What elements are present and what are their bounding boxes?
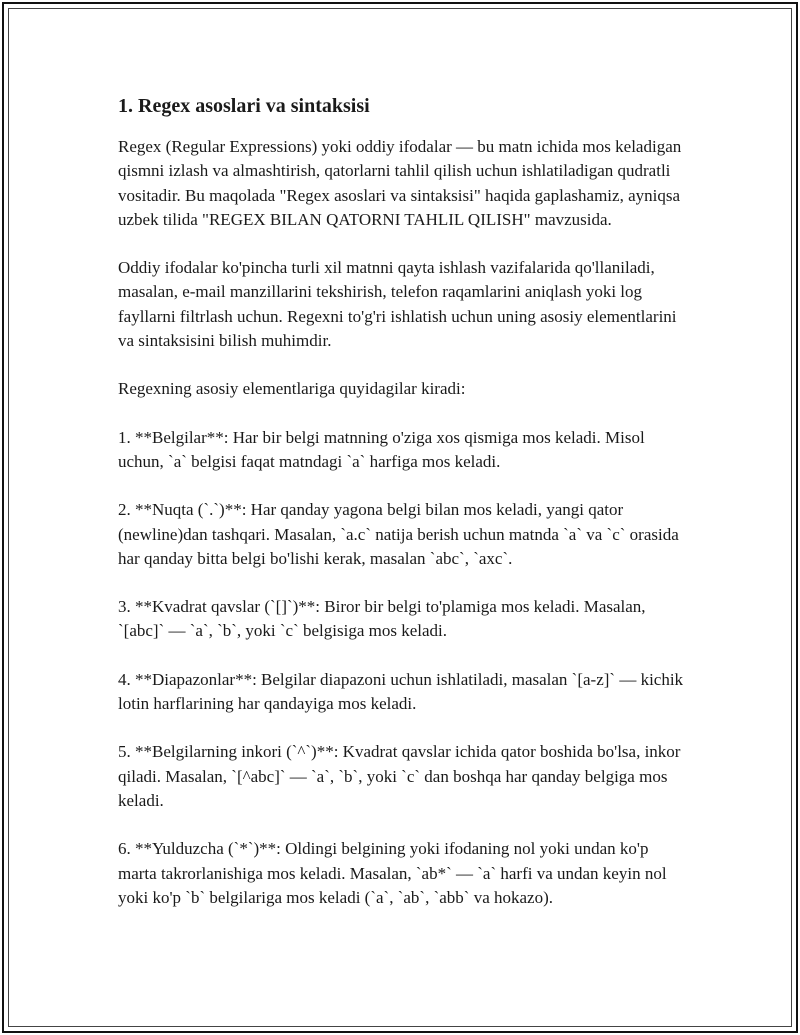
paragraph-elements-intro: Regexning asosiy elementlariga quyidagilar kiradi: xyxy=(118,379,466,399)
section-title: 1. Regex asoslari va sintaksisi xyxy=(118,95,370,117)
list-item-ranges: 4. **Diapazonlar**: Belgilar diapazoni uchun ishlatiladi, masalan `[a-z]` — kichik lotin harflarining har qandayiga mos keladi. xyxy=(118,669,684,714)
paragraph-intro: Regex (Regular Expressions) yoki oddiy ifodalar — bu matn ichida mos keladigan qismni izlash va almashtirish, qatorlarni tahlil qilish uchun ishlatiladigan qudratli vositadir. Bu maqolada "Regex asoslari va sintaksisi" haqida gaplashamiz, ayniqsa uzbek tilida "REGEX BILAN QATORNI TAHLIL QILISH" mavzusida. xyxy=(118,137,682,229)
list-item-negation: 5. **Belgilarning inkori (`^`)**: Kvadrat qavslar ichida qator boshida bo'lsa, inkor qiladi. Masalan, `[^abc]` — `a`, `b`, yoki `c` dan boshqa har qanday belgiga mos keladi. xyxy=(118,742,681,810)
list-item-asterisk: 6. **Yulduzcha (`*`)**: Oldingi belgining yoki ifodaning nol yoki undan ko'p marta takrorlanishiga mos keladi. Masalan, `ab*` — `a` harfi va undan keyin nol yoki ko'p `b` belgilariga mos keladi (`a`, `ab`, `abb` va hokazo). xyxy=(118,839,667,907)
list-item-characters: 1. **Belgilar**: Har bir belgi matnning o'ziga xos qismiga mos keladi. Misol uchun, `a` belgisi faqat matndagi `a` harfiga mos keladi. xyxy=(118,427,645,471)
document-body xyxy=(118,93,688,934)
paragraph-usage: Oddiy ifodalar ko'pincha turli xil matnni qayta ishlash vazifalarida qo'llaniladi, masalan, e-mail manzillarini tekshirish, telefon raqamlarini aniqlash yoki log fayllarni filtrlash uchun. Regexni to'g'ri ishlatish uchun uning asosiy elementlarini va sintaksisini bilish muhimdir. xyxy=(118,258,677,351)
list-item-brackets: 3. **Kvadrat qavslar (`[]`)**: Biror bir belgi to'plamiga mos keladi. Masalan, `[abc]` — `a`, `b`, yoki `c` belgisiga mos keladi. xyxy=(118,597,646,641)
list-item-dot: 2. **Nuqta (`.`)**: Har qanday yagona belgi bilan mos keladi, yangi qator (newline)dan tashqari. Masalan, `a.c` natija berish uchun matnda `a` va `c` orasida har qanday bitta belgi bo'lishi kerak, masalan `abc`, `axc`. xyxy=(118,500,679,568)
